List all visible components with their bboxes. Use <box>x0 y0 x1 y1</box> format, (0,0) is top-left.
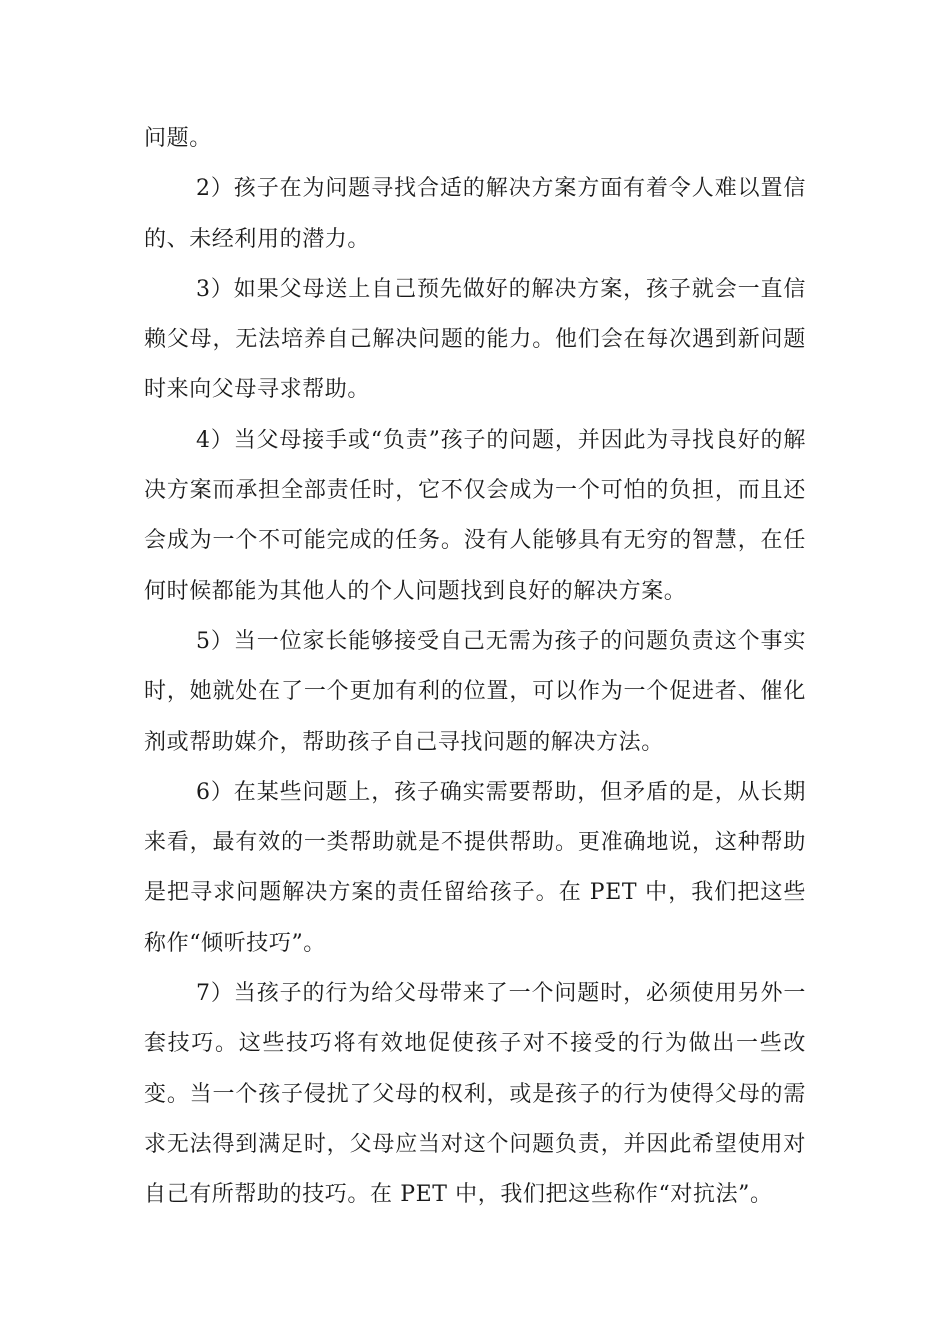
paragraph-point-3: 3）如果父母送上自己预先做好的解决方案，孩子就会一直信赖父母，无法培养自己解决问题的能力。他们会在每次遇到新问题时来向父母寻求帮助。 <box>144 276 806 403</box>
paragraph-point-6: 6）在某些问题上，孩子确实需要帮助，但矛盾的是，从长期来看，最有效的一类帮助就是不提供帮助。更准确地说，这种帮助是把寻求问题解决方案的责任留给孩子。在 PET 中，我们把这些称作“倾听技巧”。 <box>144 779 806 956</box>
paragraph-continuation: 问题。 <box>144 126 212 151</box>
body-text <box>144 114 806 1221</box>
paragraph-point-7: 7）当孩子的行为给父母带来了一个问题时，必须使用另外一套技巧。这些技巧将有效地促使孩子对不接受的行为做出一些改变。当一个孩子侵扰了父母的权利，或是孩子的行为使得父母的需求无法得到满足时，父母应当对这个问题负责，并因此希望使用对自己有所帮助的技巧。在 PET 中，我们把这些称作“对抗法”。 <box>144 981 806 1208</box>
paragraph-point-2: 2）孩子在为问题寻找合适的解决方案方面有着令人难以置信的、未经利用的潜力。 <box>144 176 806 252</box>
paragraph-point-5: 5）当一位家长能够接受自己无需为孩子的问题负责这个事实时，她就处在了一个更加有利的位置，可以作为一个促进者、催化剂或帮助媒介，帮助孩子自己寻找问题的解决方法。 <box>144 628 806 755</box>
paragraph-point-4: 4）当父母接手或“负责”孩子的问题，并因此为寻找良好的解决方案而承担全部责任时，它不仅会成为一个可怕的负担，而且还会成为一个不可能完成的任务。没有人能够具有无穷的智慧，在任何时候都能为其他人的个人问题找到良好的解决方案。 <box>144 427 806 604</box>
